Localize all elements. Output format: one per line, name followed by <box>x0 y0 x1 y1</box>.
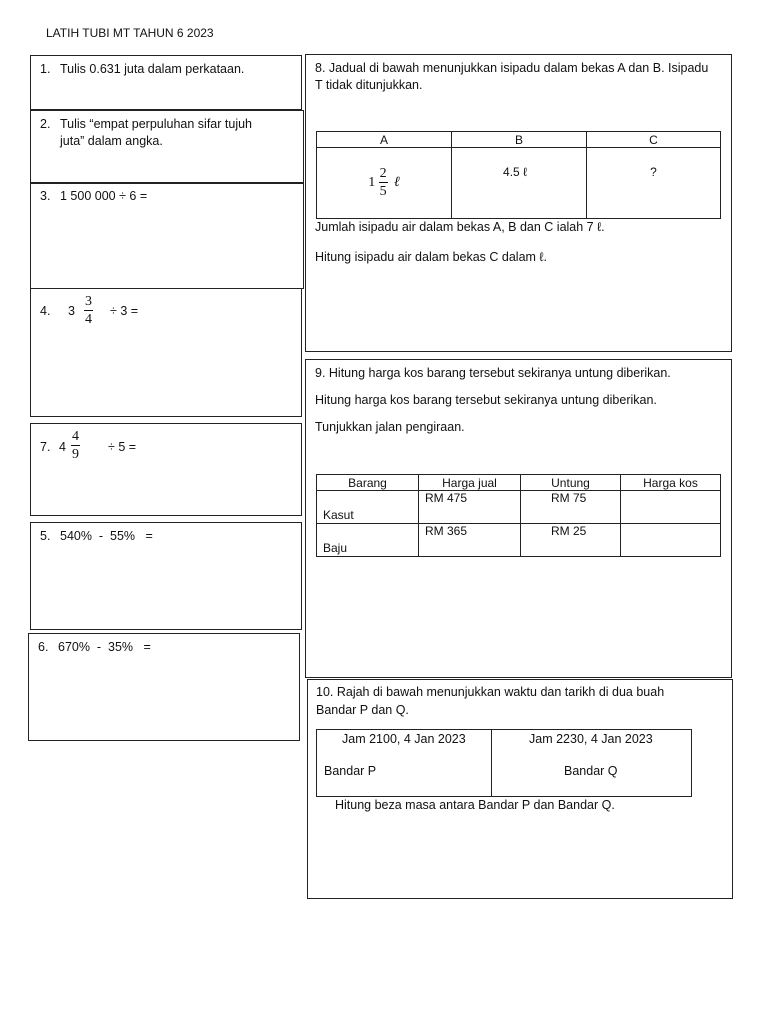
question-10-line-2: Bandar P dan Q. <box>316 703 409 717</box>
cell-c-value: ? <box>587 148 721 219</box>
question-2-line-2: juta” dalam angka. <box>60 134 163 148</box>
question-7-whole: 4 <box>59 440 66 454</box>
question-7-number: 7. <box>40 440 51 454</box>
question-4-whole: 3 <box>68 304 75 318</box>
question-6-number: 6. <box>38 640 49 654</box>
question-4-numerator: 3 <box>85 294 92 309</box>
cell-a-whole: 1 <box>368 175 376 191</box>
column-header-b: B <box>452 132 587 148</box>
table-row <box>317 491 721 524</box>
city-p-time: Jam 2100, 4 Jan 2023 <box>342 732 466 746</box>
cell-price: RM 475 <box>419 491 521 524</box>
cell-a-numerator: 2 <box>379 166 387 181</box>
cell-b-value: 4.5 ℓ <box>452 148 587 219</box>
cell-a-denominator: 5 <box>379 184 387 199</box>
cell-cost <box>621 524 721 557</box>
question-6-expression: 670% - 35% = <box>58 640 151 654</box>
column-header-a: A <box>317 132 452 148</box>
page-title: LATIH TUBI MT TAHUN 6 2023 <box>46 26 214 40</box>
cell-profit: RM 25 <box>521 524 621 557</box>
cell-price: RM 365 <box>419 524 521 557</box>
question-7-numerator: 4 <box>72 429 79 444</box>
city-q-time: Jam 2230, 4 Jan 2023 <box>529 732 653 746</box>
question-9-line-3: Tunjukkan jalan pengiraan. <box>315 420 465 434</box>
city-p-name: Bandar P <box>324 764 377 778</box>
question-8-line-1: 8. Jadual di bawah menunjukkan isipadu dalam bekas A dan B. Isipadu <box>315 61 709 75</box>
question-4-fraction <box>84 295 93 327</box>
question-9-line-2: Hitung harga kos barang tersebut sekiranya untung diberikan. <box>315 393 657 407</box>
question-1-text: Tulis 0.631 juta dalam perkataan. <box>60 62 245 76</box>
column-header-harga-jual: Harga jual <box>419 475 521 491</box>
question-8-question: Hitung isipadu air dalam bekas C dalam ℓ. <box>315 250 547 264</box>
question-3-expression: 1 500 000 ÷ 6 = <box>60 189 148 203</box>
question-4-number: 4. <box>40 304 51 318</box>
question-7-rest: ÷ 5 = <box>108 440 137 454</box>
question-10-line-1: 10. Rajah di bawah menunjukkan waktu dan tarikh di dua buah <box>316 685 665 699</box>
column-header-c: C <box>587 132 721 148</box>
question-9-line-1: 9. Hitung harga kos barang tersebut sekiranya untung diberikan. <box>315 366 671 380</box>
table-row <box>317 524 721 557</box>
column-header-barang: Barang <box>317 475 419 491</box>
city-q-name: Bandar Q <box>564 764 618 778</box>
cell-a-unit: ℓ <box>393 175 400 191</box>
question-7-fraction <box>71 430 80 462</box>
cell-item: Baju <box>317 524 419 557</box>
question-8-statement: Jumlah isipadu air dalam bekas A, B dan C ialah 7 ℓ. <box>315 220 605 234</box>
question-5-number: 5. <box>40 529 51 543</box>
cell-profit: RM 75 <box>521 491 621 524</box>
question-7-denominator: 9 <box>72 447 79 462</box>
column-header-untung: Untung <box>521 475 621 491</box>
cell-item: Kasut <box>317 491 419 524</box>
question-8-line-2: T tidak ditunjukkan. <box>315 78 423 92</box>
question-2-number: 2. <box>40 117 51 131</box>
question-2-line-1: Tulis “empat perpuluhan sifar tujuh <box>60 117 252 131</box>
question-1-number: 1. <box>40 62 51 76</box>
column-header-harga-kos: Harga kos <box>621 475 721 491</box>
question-9-table <box>316 474 721 557</box>
question-3-number: 3. <box>40 189 51 203</box>
question-5-expression: 540% - 55% = <box>60 529 153 543</box>
cell-a-value <box>317 148 452 219</box>
question-8-table <box>316 131 721 219</box>
question-4-rest: ÷ 3 = <box>110 304 139 318</box>
cell-a-fraction <box>379 167 388 199</box>
cell-cost <box>621 491 721 524</box>
question-4-denominator: 4 <box>85 312 92 327</box>
question-10-question: Hitung beza masa antara Bandar P dan Bandar Q. <box>335 798 615 812</box>
